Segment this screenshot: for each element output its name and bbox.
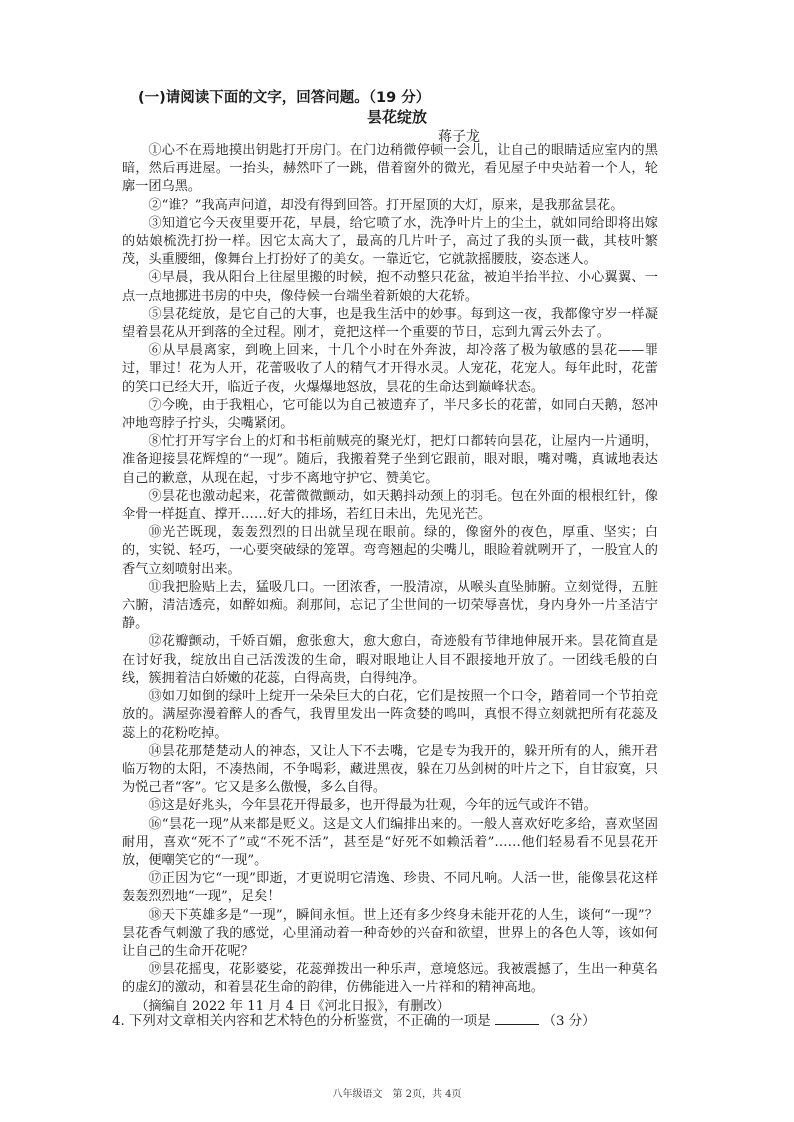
paragraph-18: ⑱天下英雄多是“一现”，瞬间永恒。世上还有多少终身未能开花的人生，谈何“一现”？昙花香气刺激了我的感觉，心里涌动着一种奇妙的兴奋和欲望，世界上的各色人等，该如何让自己的生命开花呢？ (122, 907, 658, 959)
paragraph-15: ⑮这是好兆头，今年昙花开得最多，也开得最为壮观，今年的远气或许不错。 (148, 798, 597, 814)
paragraph-16: ⑯“昙花一现”从来都是贬义。这是文人们编排出来的。一般人喜欢好吃多给，喜欢坚固耐用，喜欢“死不了”或“不死不活”，甚至是“好死不如赖活着”……他们轻易看不见昙花开放，便嘲笑它的“一现”。 (122, 816, 658, 868)
paragraph-10: ⑩光芒既现，轰轰烈烈的日出就呈现在眼前。绿的，像窗外的夜色，厚重、坚实；白的，实锐、轻巧，一心要突破绿的笼罩。弯弯翘起的尖嘴儿，眼睑着就咧开了，一股宜人的香气立刻喷射出来。 (122, 525, 658, 577)
paragraph-6: ⑥从早晨离家，到晚上回来，十几个小时在外奔波，却冷落了极为敏感的昙花——罪过，罪过！花为人开，花蕾吸收了人的精气才开得水灵。人宠花，花宠人。每年此时，花蕾的笑口已经大开，临近子夜，火爆爆地怒放，昙花的生命达到巅峰状态。 (122, 343, 658, 395)
section-heading: (一)请阅读下面的文字，回答问题。（19 分） (138, 90, 431, 106)
article-source: （摘编自 2022 年 11 月 4 日《河北日报》，有删改） (135, 998, 450, 1014)
article-body (122, 142, 658, 1016)
paragraph-14: ⑭昙花那楚楚动人的神态，又让人下不去嘴，它是专为我开的，躲开所有的人，熊开君临万物的太阳，不凑热闹，不争喝彩，藏进黑夜，躲在刀丛剑树的叶片之下，自甘寂寞，只为悦己者“客”。它又是多么傲慢，多么自得。 (122, 743, 658, 796)
question-4 (112, 1010, 672, 1029)
question-score: （3 分） (542, 1014, 596, 1029)
paragraph-12: ⑫花瓣颤动，千娇百媚，愈张愈大，愈大愈白，奇迹般有节律地伸展开来。昙花简直是在讨好我，绽放出自己活泼泼的生命，暇对眼地让人目不跟接地开放了。一团线毛般的白线，簇拥着洁白娇嫩的花蕊，白得高贵，白得纯净。 (122, 634, 658, 686)
paragraph-7: ⑦今晚，由于我粗心，它可能以为自己被遗弃了，半尺多长的花蕾，如同白天鹅，怒冲冲地弯脖子拧头，尖嘴紧闭。 (122, 397, 658, 432)
paragraph-5: ⑤昙花绽放，是它自己的大事，也是我生活中的妙事。每到这一夜，我都像守岁一样凝望着昙花从开到落的全过程。刚才，竟把这样一个重要的节日，忘到九霄云外去了。 (122, 306, 658, 341)
paragraph-3: ③知道它今天夜里要开花，早晨，给它喷了水，洗净叶片上的尘土，就如同给即将出嫁的姑娘梳洗打扮一样。因它太高大了，最高的几片叶子，高过了我的头顶一截，其枝叶繁茂，头重腰细，像舞台上打扮好了的美女。一靠近它，它就款摇腰肢，姿态迷人。 (122, 215, 658, 268)
paragraph-9: ⑨昙花也激动起来，花蕾微微颤动，如天鹅抖动颈上的羽毛。包在外面的根根红针，像伞骨一样挺直、撑开……好大的排场，若红日未出，先见光芒。 (122, 488, 658, 523)
paragraph-13: ⑬如刀如倒的绿叶上绽开一朵朵巨大的白花，它们是按照一个口令，踏着同一个节拍竞放的。满屋弥漫着醉人的香气，我胃里发出一阵贪婪的鸣叫，真恨不得立刻就把所有花蕊及蕊上的花粉吃掉。 (122, 689, 658, 741)
paragraph-8: ⑧忙打开写字台上的灯和书柜前贼亮的聚光灯，把灯口都转向昙花，让屋内一片通明，准备迎接昙花辉煌的“一现”。随后，我搬着凳子坐到它跟前，眼对眼，嘴对嘴，真诚地表达自己的歉意，从现在起，寸步不离地守护它、赞美它。 (122, 434, 658, 486)
paragraph-17: ⑰正因为它“一现”即逝，才更说明它清逸、珍贵、不同凡响。人活一世，能像昙花这样轰轰烈烈地“一现”，足矣！ (122, 871, 658, 905)
paragraph-1: ①心不在焉地摸出钥匙打开房门。在门边稍微停顿一会儿，让自己的眼睛适应室内的黑暗，然后再进屋。一抬头，赫然吓了一跳，借着窗外的微光，看见屋子中央站着一个人，轮廓一团乌黑。 (122, 143, 658, 195)
answer-blank[interactable] (495, 1012, 539, 1025)
paragraph-19: ⑲昙花摇曳，花影婆娑，花蕊弹拨出一种乐声，意境悠远。我被震撼了，生出一种莫名的虚幻的激动，和着昙花生命的韵律，仿佛能进入一片祥和的精神高地。 (122, 962, 658, 996)
paragraph-11: ⑪我把脸贴上去，猛吸几口。一团浓香，一股清凉，从喉头直坠肺腑。立刻觉得，五脏六腑，清洁透亮，如醉如痴。刹那间，忘记了尘世间的一切荣辱喜忧，身内身外一片圣洁宁静。 (122, 579, 658, 632)
paragraph-4: ④早晨，我从阳台上往屋里搬的时候，抱不动整只花盆，被迫半抬半拉、小心翼翼、一点一点地挪进书房的中央，像侍候一台端坐着新娘的大花轿。 (122, 270, 658, 304)
question-number: 4. (112, 1014, 125, 1029)
article-title: 昙花绽放 (366, 108, 427, 126)
page-footer: 八年级语文 第 2页，共 4页 (332, 1089, 462, 1100)
article-author: 蒋子龙 (438, 129, 480, 145)
paragraph-2: ②“谁？”我高声问道，却没有得到回答。打开屋顶的大灯，原来，是我那盆昙花。 (148, 197, 624, 213)
question-text: 下列对文章相关内容和艺术特色的分析鉴赏，不正确的一项是 (129, 1014, 491, 1029)
